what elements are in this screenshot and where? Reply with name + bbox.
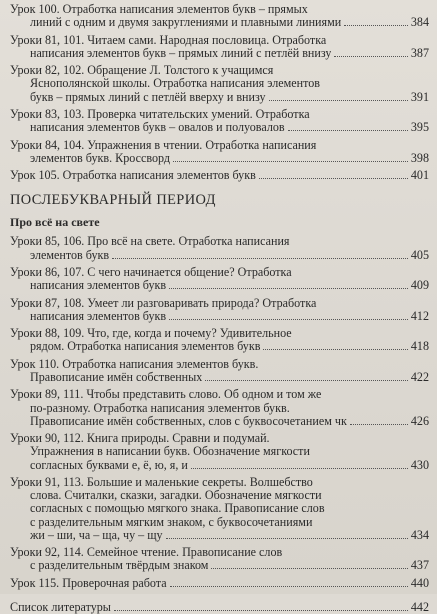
entry-line: Уроки 81, 101. Читаем сами. Народная пословица. Отработка [10,33,327,47]
entry-title: жи – ши, ча – ща, чу – щу [30,528,163,542]
entry-leader-line [10,91,429,104]
dot-leader [259,178,408,179]
entry-title: Правописание имён собственных, слов с буквосочетанием чк [30,414,347,428]
entry-leader-line [10,279,429,292]
entry-title: линий с одним и двумя закруглениями и плавными линиями [30,16,342,30]
entry-title: написания элементов букв – прямых линий с петлёй внизу [30,46,332,60]
entry-title: с разделительным твёрдым знаком [30,559,209,573]
dot-leader [166,538,408,539]
page-number: 391 [410,89,429,104]
toc-entry[interactable] [10,297,429,323]
entry-title: Урок 115. Проверочная работа [10,576,167,590]
page-number: 437 [410,558,429,573]
entry-leader-line [10,459,429,472]
dot-leader [288,130,408,131]
entry-title: элементов букв. Кроссворд [30,151,171,165]
dot-leader [191,468,408,469]
entry-leader-line [10,249,429,262]
entry-leader-line [10,121,429,134]
page-number: 430 [410,457,429,472]
subsection-title: Про всё на свете [10,215,100,230]
entry-leader-line [10,47,429,60]
page-number: 398 [410,150,429,165]
entry-leader-line [10,169,429,182]
dot-leader [112,258,408,259]
page-number: 401 [410,168,429,183]
entry-leader-line [10,559,429,572]
page-number: 387 [410,45,429,60]
entry-line: слова. Считалки, сказки, загадки. Обозначение мягкости [30,489,322,503]
page-number: 422 [410,369,429,384]
page-number: 418 [410,339,429,354]
toc-entry[interactable] [10,34,429,60]
dot-leader [169,288,408,289]
page-number: 395 [410,120,429,135]
entry-line: с разделительным мягким знаком, с буквосочетаниями [30,515,313,529]
entry-title: Список литературы [10,601,111,614]
toc-entry[interactable] [10,476,429,542]
dot-leader [170,586,408,587]
entry-title: букв – прямых линий с петлёй вверху и внизу [30,90,266,104]
toc-entry[interactable] [10,577,429,590]
entry-title: согласных буквами е, ё, ю, я, и [30,458,188,472]
dot-leader [169,319,408,320]
page-number: 405 [410,247,429,262]
entry-line: Уроки 87, 108. Умеет ли разговаривать природа? Отработка [10,296,317,310]
page-number: 426 [410,413,429,428]
toc-block-abc-period [10,3,429,182]
toc-entry[interactable] [10,3,429,29]
entry-leader-line [10,371,429,384]
dot-leader [334,56,407,57]
entry-title: рядом. Отработка написания элементов букв [30,340,261,354]
entry-title: элементов букв [30,248,110,262]
entry-title: написания элементов букв [30,309,167,323]
entry-line: Уроки 90, 112. Книга природы. Сравни и подумай. [10,432,270,446]
entry-line: Уроки 86, 107. С чего начинается общение? Отработка [10,265,292,279]
toc-entry-bibliography[interactable] [10,601,429,614]
page-number: 409 [410,278,429,293]
entry-title: написания элементов букв [30,279,167,293]
toc-entry[interactable] [10,358,429,384]
entry-line: Урок 110. Отработка написания элементов букв. [10,357,259,371]
entry-leader-line [10,340,429,353]
dot-leader [350,424,408,425]
entry-line: Уроки 83, 103. Проверка читательских умений. Отработка [10,107,310,121]
toc-entry[interactable] [10,235,429,261]
entry-line: по-разному. Отработка написания элементов букв. [30,401,290,415]
entry-title: Правописание имён собственных [30,370,203,384]
entry-leader-line [10,310,429,323]
dot-leader [114,610,408,611]
entry-line: Яснополянской школы. Отработка написания элементов [30,77,321,91]
entry-title: написания элементов букв – овалов и полуовалов [30,121,285,135]
entry-line: Уроки 88, 109. Что, где, когда и почему? Удивительное [10,327,292,341]
toc-entry[interactable] [10,546,429,572]
entry-leader-line [10,529,429,542]
dot-leader [205,380,408,381]
page-number: 384 [410,15,429,30]
entry-leader-line [10,16,429,29]
toc-entry[interactable] [10,327,429,353]
dot-leader [263,349,407,350]
toc-entry[interactable] [10,169,429,182]
entry-line: Уроки 89, 111. Чтобы представить слово. Об одном и том же [10,388,322,402]
entry-line: Уроки 91, 113. Большие и маленькие секреты. Волшебство [10,475,313,489]
page-number: 412 [410,308,429,323]
toc-entry[interactable] [10,139,429,165]
page-number: 440 [410,575,429,590]
dot-leader [269,100,408,101]
page-number: 434 [410,527,429,542]
entry-line: Упражнения в написании букв. Обозначение мягкости [30,445,310,459]
toc-entry[interactable] [10,388,429,428]
entry-line: согласных с помощью мягкого знака. Правописание слов [30,502,325,516]
entry-line: Урок 100. Отработка написания элементов букв – прямых [10,3,308,16]
toc-entry[interactable] [10,266,429,292]
page-number: 442 [410,600,429,614]
entry-title: Урок 105. Отработка написания элементов букв [10,169,256,183]
dot-leader [211,568,407,569]
entry-line: Уроки 85, 106. Про всё на свете. Отработка написания [10,235,290,249]
toc-entry[interactable] [10,64,429,104]
toc-entry[interactable] [10,432,429,472]
toc-block-post-abc-period [10,235,429,590]
entry-leader-line [10,415,429,428]
dot-leader [173,161,408,162]
dot-leader [344,25,408,26]
entry-leader-line [10,152,429,165]
entry-line: Уроки 82, 102. Обращение Л. Толстого к учащимся [10,64,274,78]
entry-line: Уроки 92, 114. Семейное чтение. Правописание слов [10,546,283,560]
toc-entry[interactable] [10,108,429,134]
entry-line: Уроки 84, 104. Упражнения в чтении. Отработка написания [10,138,317,152]
entry-leader-line [10,577,429,590]
section-title: ПОСЛЕБУКВАРНЫЙ ПЕРИОД [10,192,216,209]
